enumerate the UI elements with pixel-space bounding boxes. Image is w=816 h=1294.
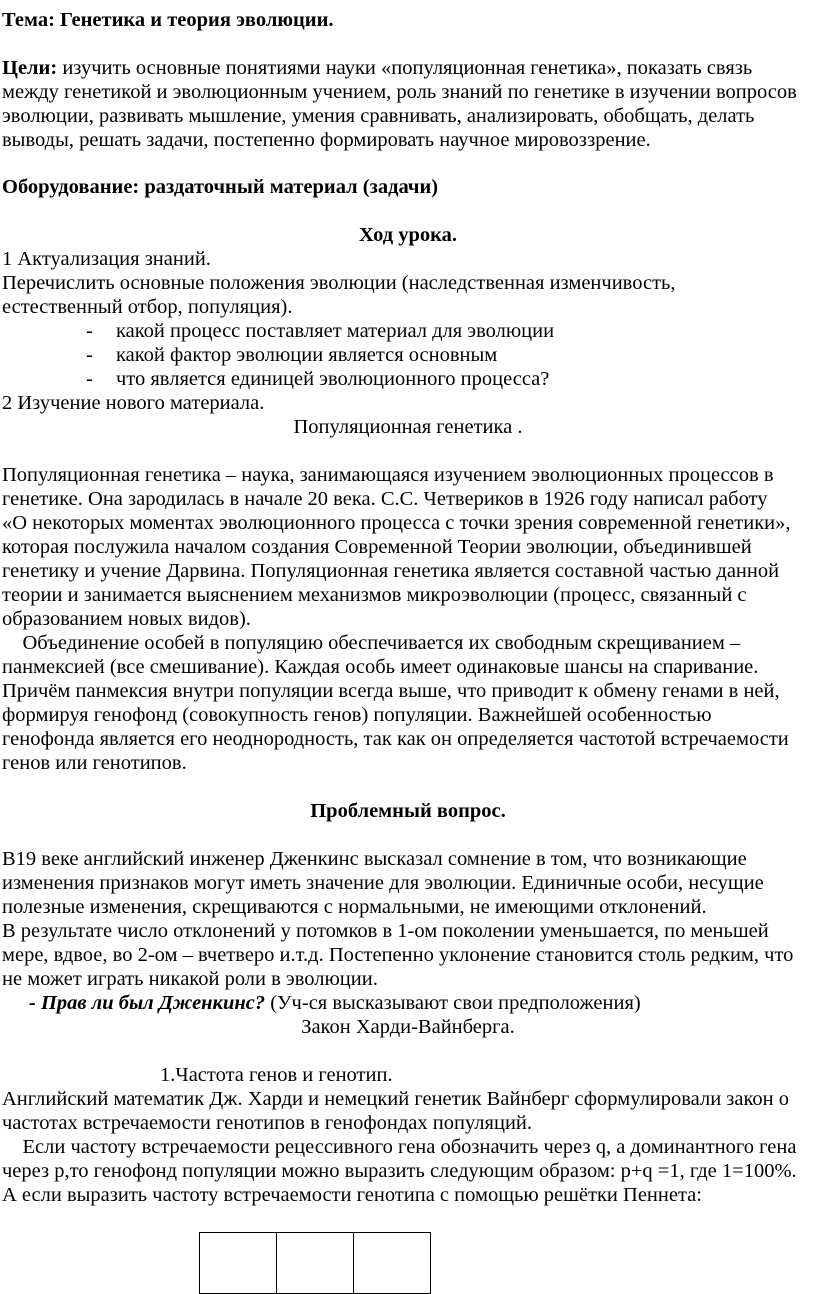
para4-line: через р,то генофонд популяции можно выразить следующим образом: p+q =1, где 1=100%. bbox=[2, 1160, 797, 1182]
punnett-grid bbox=[199, 1232, 431, 1294]
para4-line: Английский математик Дж. Харди и немецкий генетик Вайнберг сформулировали закон о bbox=[2, 1088, 789, 1110]
problem-heading: Проблемный вопрос. bbox=[310, 800, 506, 822]
para3-line: не может играть никакой роли в эволюции. bbox=[2, 968, 378, 990]
para3-line: полезные изменения, скрещиваются с нормальными, не имеющими отклонений. bbox=[2, 896, 707, 918]
para2-line: формируя генофонд (совокупность генов) популяции. Важнейшей особенностью bbox=[2, 704, 712, 726]
list-item bbox=[0, 367, 816, 391]
para1-line: Популяционная генетика – наука, занимающаяся изучением эволюционных процессов в bbox=[2, 464, 774, 486]
table-row bbox=[200, 1233, 431, 1294]
para3-line: изменения признаков могут иметь значение для эволюции. Единичные особи, несущие bbox=[2, 872, 764, 894]
section1-title: 1 Актуализация знаний. bbox=[2, 248, 211, 270]
para4-line: частотах встречаемости генотипов в генофондах популяций. bbox=[2, 1112, 533, 1134]
grid-cell bbox=[354, 1233, 431, 1294]
grid-cell bbox=[200, 1233, 277, 1294]
goals-line-4: выводы, решать задачи, постепенно формировать научное мировоззрение. bbox=[2, 129, 651, 151]
goals-line-3: эволюции, развивать мышление, умения сравнивать, анализировать, обобщать, делать bbox=[2, 105, 755, 127]
list-item bbox=[0, 319, 816, 343]
para3-line: В результате число отклонений у потомков в 1-ом поколении уменьшается, по меньшей bbox=[2, 920, 769, 942]
equipment-line: Оборудование: раздаточный материал (задачи) bbox=[2, 176, 439, 198]
goals-line-2: между генетикой и эволюционным учением, роль знаний по генетике в изучении вопросов bbox=[2, 81, 797, 103]
list-item bbox=[0, 343, 816, 367]
para1-line: которая послужила началом создания Современной Теории эволюции, объединившей bbox=[2, 536, 752, 558]
section1-intro-1: Перечислить основные положения эволюции (наследственная изменчивость, bbox=[2, 272, 676, 294]
bullet-dash: - bbox=[86, 344, 93, 366]
goals-text-1: изучить основные понятиями науки «популяционная генетика», показать связь bbox=[62, 57, 753, 79]
para2-line: панмексией (все смешивание). Каждая особь имеет одинаковые шансы на спаривание. bbox=[2, 656, 759, 678]
para1-line: «О некоторых моментах эволюционного процесса с точки зрения современной генетики», bbox=[2, 512, 791, 534]
para2-line: генов или генотипов. bbox=[2, 752, 187, 774]
bullet-dash: - bbox=[86, 320, 93, 342]
goals-line-1 bbox=[2, 56, 752, 80]
section2-title: 2 Изучение нового материала. bbox=[2, 392, 265, 414]
grid-cell bbox=[277, 1233, 354, 1294]
para1-line: теории и занимается выяснением механизмов микроэволюции (процесс, связанный с bbox=[2, 584, 747, 606]
question-line bbox=[29, 991, 641, 1015]
section1-intro-2: естественный отбор, популяция). bbox=[2, 296, 293, 318]
lesson-heading: Ход урока. bbox=[358, 224, 458, 246]
bullet-dash: - bbox=[86, 368, 93, 390]
para1-line: генетике. Она зародилась в начале 20 века. С.С. Четвериков в 1926 году написал работу bbox=[2, 488, 768, 510]
bullet-text: какой фактор эволюции является основным bbox=[116, 344, 498, 366]
law-title: Закон Харди-Вайнберга. bbox=[301, 1016, 515, 1038]
bullet-text: какой процесс поставляет материал для эволюции bbox=[116, 320, 555, 342]
bullet-text: что является единицей эволюционного процесса? bbox=[116, 368, 550, 390]
sub1-title: 1.Частота генов и генотип. bbox=[160, 1064, 393, 1086]
topic-line bbox=[2, 8, 334, 32]
goals-label: Цели: bbox=[2, 57, 58, 79]
question-bold: - Прав ли был Дженкинс? bbox=[29, 992, 266, 1014]
para2-line: Причём панмексия внутри популяции всегда выше, что приводит к обмену генами в ней, bbox=[2, 680, 780, 702]
para1-line: образованием новых видов). bbox=[2, 608, 251, 630]
para4-line: А если выразить частоту встречаемости генотипа с помощью решётки Пеннета: bbox=[2, 1184, 702, 1206]
para4-line: Если частоту встречаемости рецессивного гена обозначить через q, а доминантного гена bbox=[2, 1136, 797, 1158]
topic-text: Генетика и теория эволюции. bbox=[60, 9, 334, 31]
para1-line: генетику и учение Дарвина. Популяционная генетика является составной частью данной bbox=[2, 560, 780, 582]
para3-line: В19 веке английский инженер Дженкинс высказал сомнение в том, что возникающие bbox=[2, 848, 747, 870]
para2-line: генофонда является его неоднородность, так как он определяется частотой встречаемости bbox=[2, 728, 789, 750]
question-rest: (Уч-ся высказывают свои предположения) bbox=[265, 992, 641, 1014]
section2-subtitle: Популяционная генетика . bbox=[293, 416, 523, 438]
para3-line: мере, вдвое, во 2-ом – вчетверо и.т.д. Постепенно уклонение становится столь редким, что bbox=[2, 944, 794, 966]
topic-label: Тема: bbox=[2, 9, 55, 31]
para2-line: Объединение особей в популяцию обеспечивается их свободным скрещиванием – bbox=[2, 632, 741, 654]
